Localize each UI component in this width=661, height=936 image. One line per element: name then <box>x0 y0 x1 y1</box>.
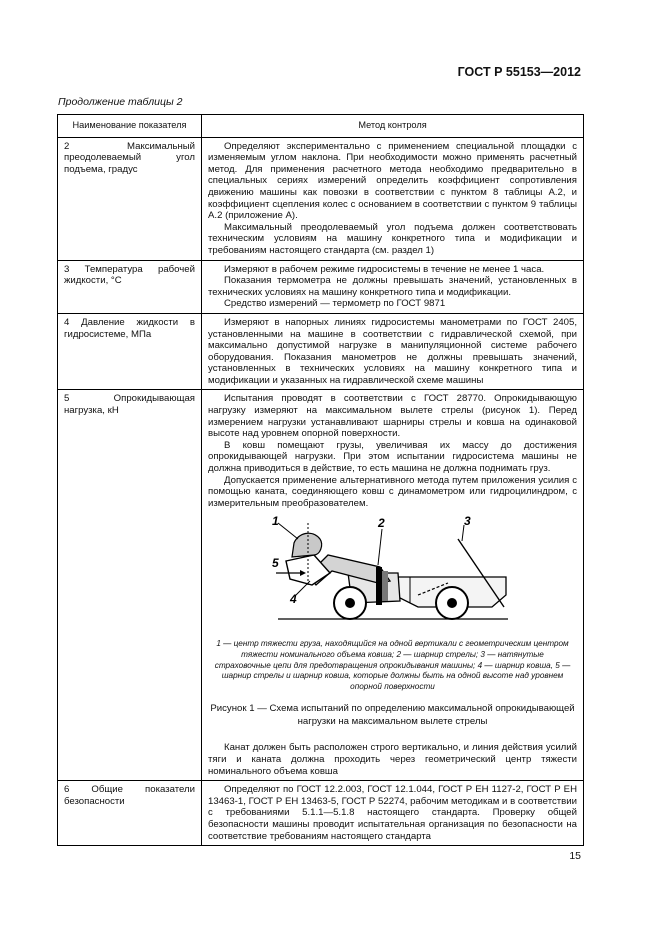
table-row <box>58 260 584 313</box>
table-row <box>58 390 584 781</box>
control-method <box>202 260 584 313</box>
table-row <box>58 781 584 846</box>
column-header-method: Метод контроля <box>202 115 584 138</box>
figure-caption: Рисунок 1 — Схема испытаний по определению максимальной опрокидывающей нагрузки на максимальном вылете стрелы <box>210 703 575 728</box>
method-paragraph: Определяют по ГОСТ 12.2.003, ГОСТ 12.1.044, ГОСТ Р ЕН 1127-2, ГОСТ Р ЕН 13463-1, ГОСТ Р ЕН 13463-5, ГОСТ Р 52274, рабочим методикам и в соответствии с требованиями 5.1.1—5.1.8 настоящего стандарта. Проверку общей безопасности машины проводит испытательная организация по безопасности на соответствие требованиям настоящего стандарта <box>208 784 577 842</box>
table-continuation-label: Продолжение таблицы 2 <box>58 96 183 108</box>
callout-5: 5 <box>271 556 279 571</box>
callout-3: 3 <box>463 515 471 529</box>
indicator-name: 6 Общие показатели безопасности <box>58 781 202 846</box>
page-number: 15 <box>569 850 581 862</box>
callout-1: 1 <box>271 515 279 529</box>
hydraulic-cylinder <box>376 567 382 605</box>
callout-2: 2 <box>377 516 385 531</box>
table-row <box>58 313 584 390</box>
method-paragraph: Допускается применение альтернативного метода путем приложения усилия с помощью каната, соединяющего ковш с динамометром или гидроцилиндром, с измерительным преобразователем. <box>208 474 577 509</box>
table-row <box>58 137 584 260</box>
method-paragraph: В ковш помещают грузы, увеличивая их массу до достижения опрокидывающей нагрузки. При этом испытании гидросистема машины не должна приводиться в действие, то есть машина не должна поднимать груз. <box>208 439 577 475</box>
indicators-table <box>57 114 584 846</box>
method-paragraph: Испытания проводят в соответствии с ГОСТ 28770. Опрокидывающую нагрузку измеряют на максимальном вылете стрелы (рисунок 1). Перед измерением нагрузки устанавливают шарниры стрелы и ковша на одинаковой высоте над уровнем опорной поверхности. <box>208 393 577 440</box>
table-header-row <box>58 115 584 138</box>
loader-test-diagram <box>268 515 518 633</box>
callout-4: 4 <box>289 592 297 607</box>
control-method <box>202 313 584 390</box>
method-paragraph: Показания термометра не должны превышать значений, установленных в технических условиях на машину конкретного типа и модификации. <box>208 275 577 298</box>
column-header-indicator: Наименование показателя <box>58 115 202 138</box>
indicator-name: 4 Давление жидкости в гидросистеме, МПа <box>58 313 202 390</box>
control-method <box>202 390 584 781</box>
method-paragraph: Измеряют в рабочем режиме гидросистемы в течение не менее 1 часа. <box>224 263 545 275</box>
standard-designation: ГОСТ Р 55153—2012 <box>457 65 581 79</box>
figure-1 <box>208 515 577 728</box>
control-method <box>202 781 584 846</box>
method-paragraph: Канат должен быть расположен строго вертикально, и линия действия усилий тяги и каната должна проходить через геометрический центр тяжести номинального объема ковша <box>208 742 577 777</box>
indicator-name: 5 Опрокидывающая нагрузка, кН <box>58 390 202 781</box>
method-paragraph: Определяют экспериментально с применением специальной площадки с изменяемым углом наклона. При необходимости можно применять расчетный метод. Для применения расчетного метода необходимо предварительно в специальных сериях измерений определить коэффициент сопротивления движению машины как повозки в соответствии с пунктом 8 таблицы А.2, и коэффициент сцепления колес с основанием в соответствии с пунктом 9 таблицы А.2 (приложение А). <box>208 140 577 222</box>
indicator-name: 3 Температура рабочей жидкости, °С <box>58 260 202 313</box>
method-paragraph: Максимальный преодолеваемый угол подъема должен соответствовать техническим условиям на машину конкретного типа и модификации и требованиям настоящего стандарта (см. раздел 1) <box>208 221 577 256</box>
method-paragraph: Измеряют в напорных линиях гидросистемы манометрами по ГОСТ 2405, установленными на машине в соответствии с гидравлической схемой, при максимально допустимой нагрузке в манипуляционной системе рабочего оборудования. Показания манометров не должны превышать значений, установленных в технических условиях на машину конкретного типа и модификации и указанных на гидравлической схеме машины <box>208 316 577 386</box>
control-method <box>202 137 584 260</box>
method-paragraph: Средство измерений — термометр по ГОСТ 9871 <box>224 298 446 310</box>
indicator-name: 2 Максимальный преодолеваемый угол подъема, градус <box>58 137 202 260</box>
figure-legend: 1 — центр тяжести груза, находящийся на одной вертикали с геометрическим центром тяжести номинального объема ковша; 2 — шарнир стрелы; 3 — натянутые страховочные цепи для предотвращения опрокидывания машины; 4 — шарнир ковша, 5 — шарнир стрелы и шарнир ковша, которые должны быть на одной высоте над уровнем опорной поверхности <box>214 639 571 691</box>
